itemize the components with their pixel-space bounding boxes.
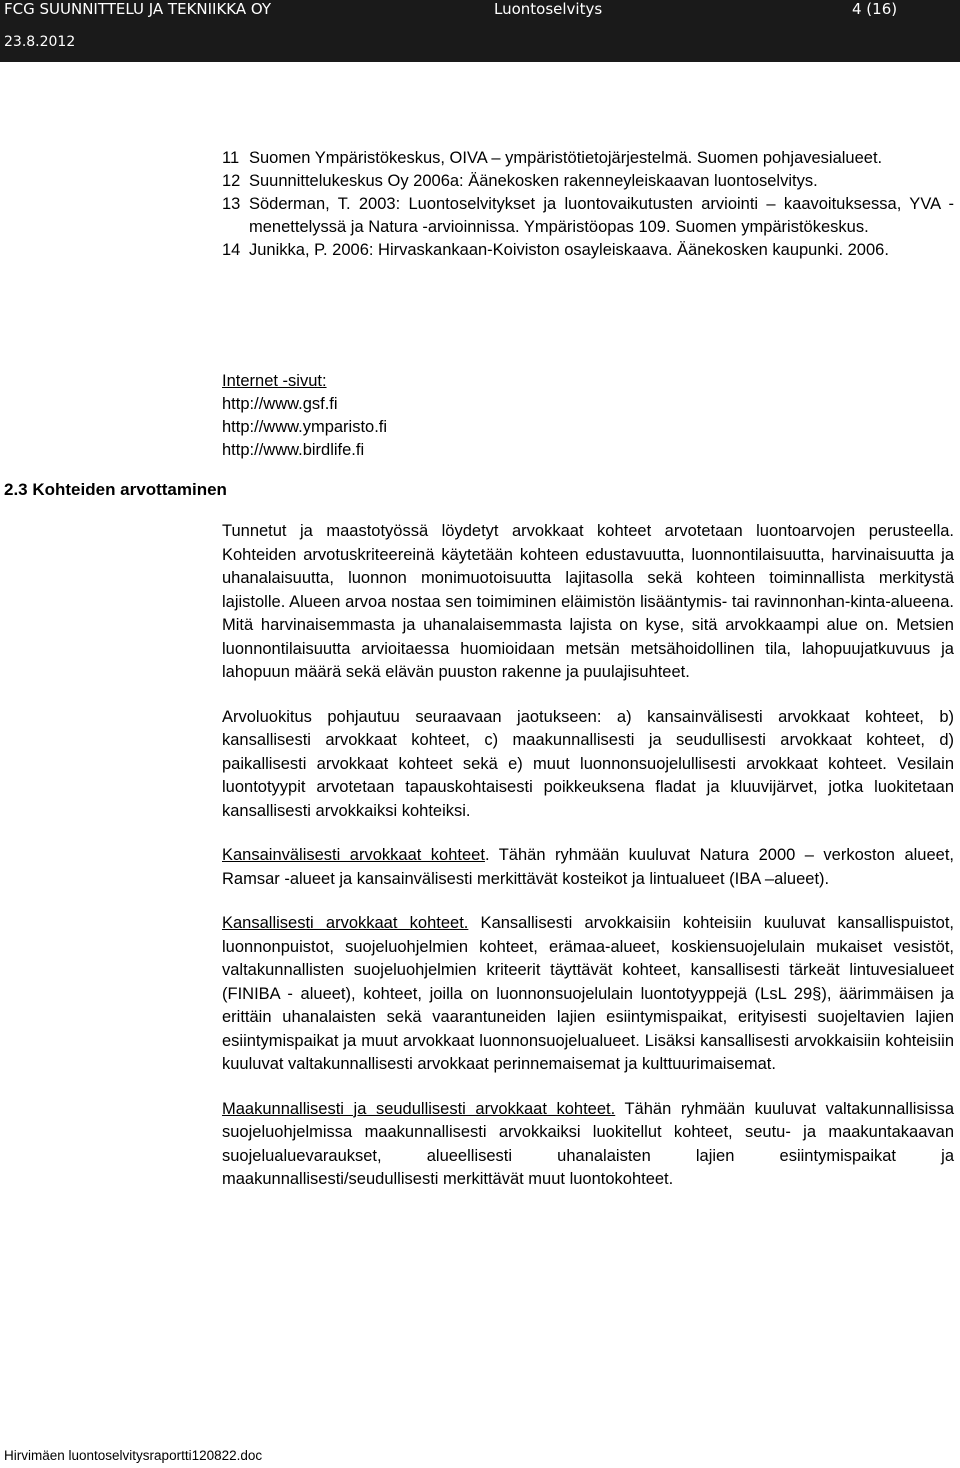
national-title: Kansallisesti arvokkaat kohteet. bbox=[222, 914, 469, 932]
reference-text: Junikka, P. 2006: Hirvaskankaan-Koiviston osayleiskaava. Äänekosken kaupunki. 2006. bbox=[249, 241, 889, 259]
internet-links bbox=[222, 370, 387, 462]
section-body bbox=[222, 520, 954, 1213]
page-number: 4 (16) bbox=[852, 0, 898, 18]
reference-item bbox=[222, 147, 954, 170]
link-gsf[interactable]: http://www.gsf.fi bbox=[222, 395, 338, 413]
regional-title: Maakunnallisesti ja seudullisesti arvokkaat kohteet. bbox=[222, 1099, 616, 1118]
reference-item bbox=[222, 193, 954, 239]
reference-number: 12 bbox=[222, 172, 241, 190]
reference-text: Söderman, T. 2003: Luontoselvitykset ja luontovaikutusten arviointi – kaavoituksessa, YVA -menettelyssä ja Natura -arvioinnissa. Ympäristöopas 109. Suomen ympäristökeskus. bbox=[249, 195, 954, 236]
page-header bbox=[0, 0, 960, 62]
paragraph-national bbox=[222, 912, 954, 1077]
section-heading: 2.3 Kohteiden arvottaminen bbox=[4, 480, 227, 499]
reference-text: Suomen Ympäristökeskus, OIVA – ympäristötietojärjestelmä. Suomen pohjavesialueet. bbox=[249, 149, 883, 167]
paragraph-criteria: Tunnetut ja maastotyössä löydetyt arvokkaat kohteet arvotetaan luontoarvojen perusteella. Kohteiden arvotuskriteereinä käytetään kohteen edustavuutta, luonnontilaisuutta, harvinaisuutta ja uhanalaisuutta, luonnon monimuotoisuutta lajitasolla sekä kohteen toiminnallista merkitystä lajistolle. Alueen arvoa nostaa sen toimiminen eläimistön lisääntymis- tai ravinnonhan-kinta-alueena. Mitä harvinaisemmasta ja uhanalaisemmasta lajista on kyse, sitä arvokkaampi alue on. Metsien luonnontilaisuutta arvioitaessa huomioidaan metsän metsähoidollinen tila, lahopuujatkuvuus ja lahopuun määrä sekä elävän puuston rakenne ja puulajisuhteet. bbox=[222, 522, 954, 681]
international-title: Kansainvälisesti arvokkaat kohteet bbox=[222, 846, 485, 864]
links-heading: Internet -sivut: bbox=[222, 372, 327, 390]
reference-item bbox=[222, 170, 954, 193]
company-name: FCG SUUNNITTELU JA TEKNIIKKA OY bbox=[4, 0, 272, 18]
regional-text: Tähän ryhmään kuuluvat valtakunnallisissa suojeluohjelmissa maakunnallisesti arvokkaiksi luokitellut kohteet, seutu- ja maakuntakaavan suojelualuevaraukset, alueellisesti uhanalaisten lajien esiintymispaikat ja maakunnallisesti/seudullisesti merkittävät muut luontokohteet. bbox=[222, 1099, 954, 1188]
reference-list bbox=[222, 147, 954, 262]
reference-number: 14 bbox=[222, 241, 241, 259]
national-text: Kansallisesti arvokkaisiin kohteisiin kuuluvat kansallispuistot, luonnonpuistot, suojeluohjelmien kohteet, erämaa-alueet, koskiensuojelulain mukaiset vesistöt, valtakunnallisten suojeluohjelmien kriteerit täyttävät kohteet, kansallisesti tärkeät lintuvesialueet (FINIBA - alueet), kohteet, joilla on luonnonsuojelulain luontotyyppejä (LsL 29§), äärimmäisen ja erittäin uhanalaisten sekä vaarantuneiden lajien esiintymispaikat, erityisesti suojeltavien lajien esiintymispaikat ja muut arvokkaat luonnonsuojelualueet. Lisäksi kansallisesti arvokkaisiin kohteisiin kuuluvat valtakunnallisesti arvokkaat perinnemaisemat ja kulttuurimaisemat. bbox=[222, 914, 954, 1073]
international-text: . Tähän ryhmään kuuluvat Natura 2000 – verkoston alueet, Ramsar -alueet ja kansainvälisesti merkittävät kosteikot ja lintualueet (IBA –alueet). bbox=[222, 846, 954, 888]
page-footer: Hirvimäen luontoselvitysraportti120822.doc bbox=[4, 1448, 263, 1463]
paragraph-classification: Arvoluokitus pohjautuu seuraavaan jaotukseen: a) kansainvälisesti arvokkaat kohteet, b) kansallisesti arvokkaat kohteet, c) maakunnallisesti ja seudullisesti arvokkaat kohteet, d) paikallisesti arvokkaat kohteet sekä e) muut luonnonsuojelullisesti arvokkaat kohteet. Vesilain luontotyypit arvotetaan tapauskohtaisesti poikkeuksena fladat ja kluuvijärvet, jotka luokitetaan kansallisesti arvokkaiksi kohteiksi. bbox=[222, 707, 954, 820]
document-date: 23.8.2012 bbox=[4, 34, 76, 50]
reference-number: 11 bbox=[222, 149, 240, 167]
reference-text: Suunnittelukeskus Oy 2006a: Äänekosken rakenneyleiskaavan luontoselvitys. bbox=[249, 172, 818, 190]
paragraph-international bbox=[222, 844, 954, 891]
document-title: Luontoselvitys bbox=[494, 0, 603, 18]
reference-item bbox=[222, 239, 954, 262]
link-ymparisto[interactable]: http://www.ymparisto.fi bbox=[222, 418, 388, 436]
link-birdlife[interactable]: http://www.birdlife.fi bbox=[222, 441, 365, 459]
paragraph-regional bbox=[222, 1098, 954, 1192]
reference-number: 13 bbox=[222, 195, 241, 213]
